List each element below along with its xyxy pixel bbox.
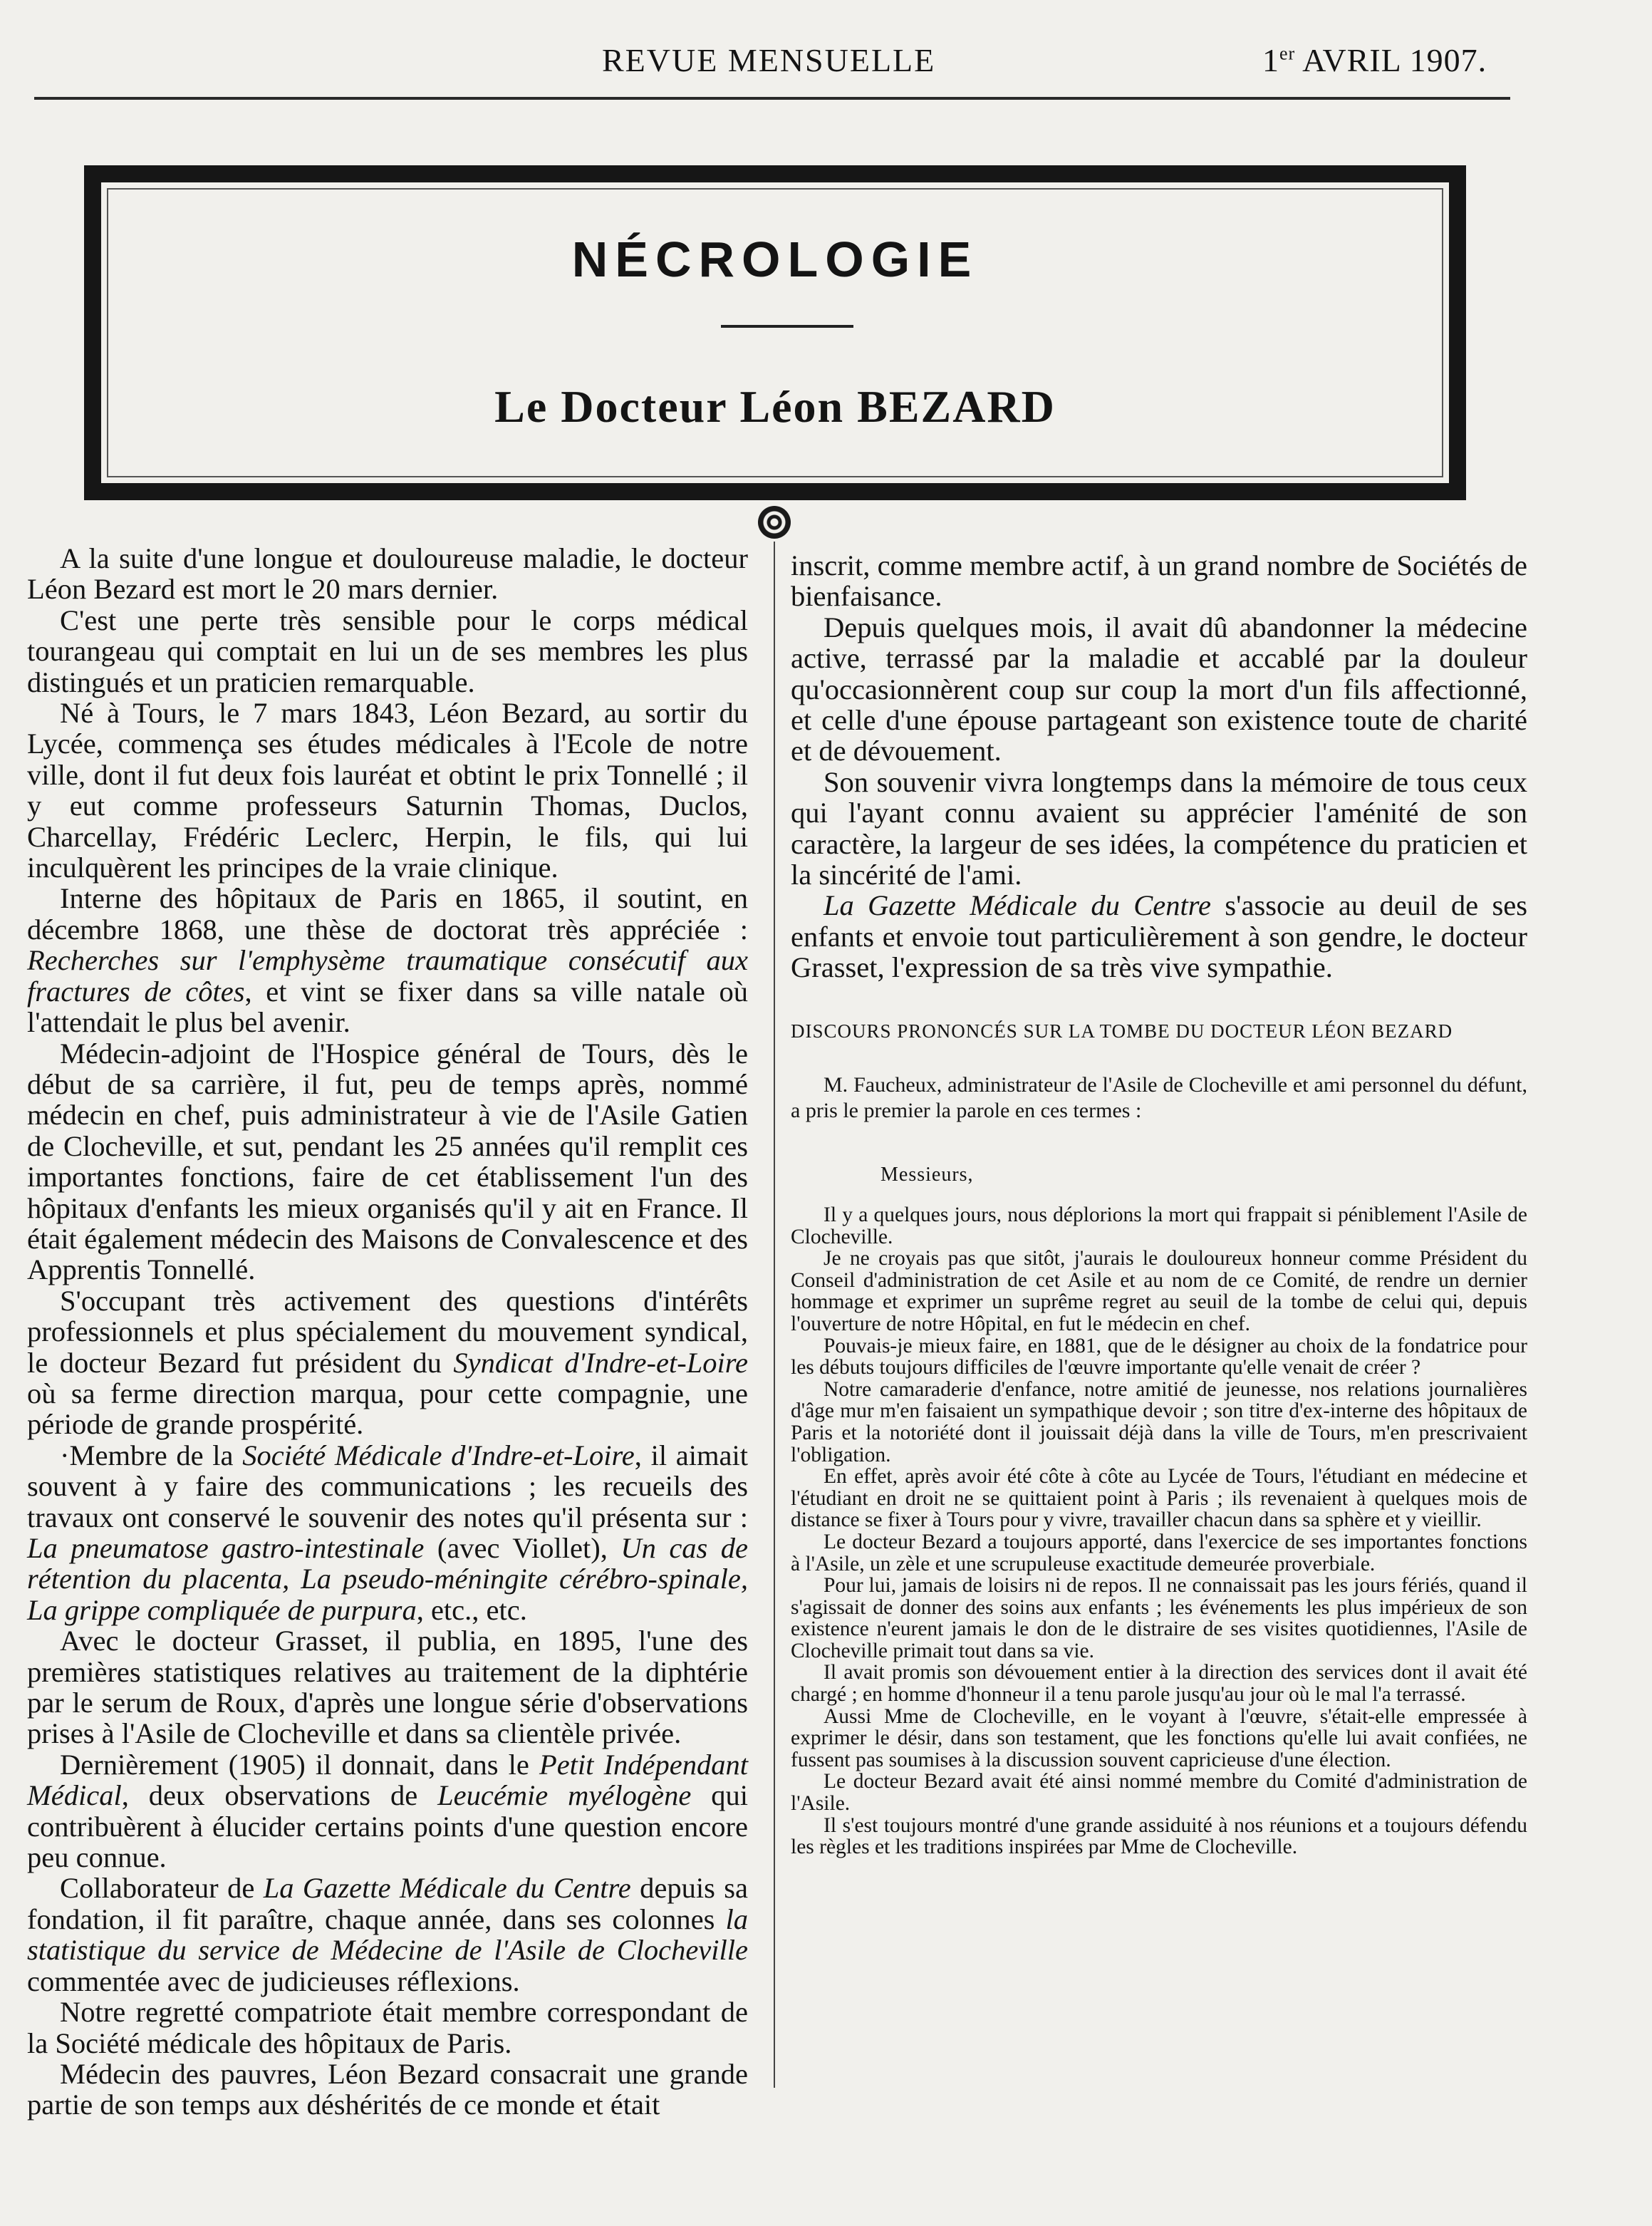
text-run: Collaborateur de	[60, 1872, 264, 1905]
text-run: , et vint se fixer dans sa ville natale où l'attendait le plus bel avenir.	[27, 975, 748, 1039]
speech-paragraph: Il y a quelques jours, nous déplorions la mort qui frappait si péniblement l'Asile de Clocheville.	[791, 1203, 1527, 1248]
issue-date-ordinal: er	[1279, 43, 1296, 64]
work-title: La pneumatose gastro-intestinale	[27, 1532, 425, 1564]
text-run: commentée avec de judicieuses réflexions.	[27, 1964, 520, 1997]
section-title: NÉCROLOGIE	[571, 232, 979, 287]
paragraph: Depuis quelques mois, il avait dû abandonner la médecine active, terrassé par la maladie et accablé par la douleur qu'occasionnèrent coup sur coup la mort d'un fils affectionné, et celle d'une épouse partageant son existence toute de charité et de dévouement.	[791, 611, 1527, 767]
text-run: s'associe au deuil de ses enfants et envoie tout particulièrement à son gendre, le docteur Grasset, l'expression de sa très vive sympathie.	[791, 889, 1527, 984]
syndicate-name: Syndicat d'Indre-et-Loire	[453, 1346, 748, 1379]
paragraph: Avec le docteur Grasset, il publia, en 1895, l'une des premières statistiques relatives au traitement de la diphtérie par le serum de Roux, d'après une longue série d'observations prises à l'Asile de Clocheville et dans sa clientèle privée.	[27, 1625, 748, 1750]
statistics-title: la statistique du service de Médecine de l'Asile de Clocheville	[27, 1903, 748, 1967]
paragraph	[27, 1873, 748, 1997]
speech-paragraph: Je ne croyais pas que sitôt, j'aurais le douloureux honneur comme Président du Conseil d'administration de cet Asile et au nom de ce Comité, de rendre un dernier hommage et exprimer un suprême regret au seuil de la tombe de celui qui, depuis l'ouverture de notre Hôpital, en fut le médecin en chef.	[791, 1247, 1527, 1335]
thesis-title: Recherches sur l'emphysème traumatique consécutif aux fractures de côtes	[27, 944, 748, 1008]
issue-date-day: 1	[1262, 42, 1279, 78]
text-run: Dernièrement (1905) il donnait, dans le	[60, 1748, 539, 1781]
journal-name: REVUE MENSUELLE	[602, 42, 936, 78]
paragraph	[791, 890, 1527, 983]
speech-paragraph: Pour lui, jamais de loisirs ni de repos. Il ne connaissait pas les jours fériés, quand il s'agissait de donner des soins aux enfants ; les événements les plus impérieux de son existence n'eurent jamais le don de le distraire de ses visites quotidiennes, l'Asile de Clocheville primait tout dans sa vie.	[791, 1574, 1527, 1662]
society-name: Société Médicale d'Indre-et-Loire	[242, 1439, 635, 1471]
speech-paragraph: Le docteur Bezard a toujours apporté, dans l'exercice de ses importantes fonctions à l'Asile, un zèle et une scrupuleuse exactitude demeurée proverbiale.	[791, 1530, 1527, 1575]
speech-salutation: Messieurs,	[880, 1164, 974, 1186]
text-run: , deux observations de	[121, 1779, 438, 1812]
speech-paragraph: Aussi Mme de Clocheville, en le voyant à l'œuvre, s'était-elle empressée à exprimer le désir, dans son testament, que les fonctions qu'elle lui avait confiées, ne fussent pas soumises à la discussion souvent capricieuse d'une élection.	[791, 1704, 1527, 1771]
speech-paragraph: En effet, après avoir été côte à côte au Lycée de Tours, l'étudiant en médecine et l'étudiant en droit ne se quittaient point à Paris ; ils revenaient à quelques mois de distance se fixer à Tours pour y vivre, travailler chacun dans sa sphère et y vieillir.	[791, 1465, 1527, 1532]
paragraph: A la suite d'une longue et douloureuse maladie, le docteur Léon Bezard est mort le 20 mars dernier.	[27, 542, 748, 606]
paragraph: Notre regretté compatriote était membre correspondant de la Société médicale des hôpitaux de Paris.	[27, 1996, 748, 2059]
right-column	[791, 550, 1527, 983]
text-run: S'occupant très activement des questions d'intérêts professionnels et plus spécialement du mouvement syndical, le docteur Bezard fut président du	[27, 1284, 748, 1379]
paragraph	[27, 1440, 748, 1625]
paragraph: Né à Tours, le 7 mars 1843, Léon Bezard, au sortir du Lycée, commença ses études médicales à l'Ecole de notre ville, dont il fut deux fois lauréat et obtint le prix Tonnellé ; il y eut comme professeurs Saturnin Thomas, Duclos, Charcellay, Frédéric Leclerc, Herpin, le fils, qui lui inculquèrent les principes de la vraie clinique.	[27, 697, 748, 884]
speech-paragraph: Le docteur Bezard avait été ainsi nommé membre du Comité d'administration de l'Asile.	[791, 1770, 1527, 1816]
text-run: (avec Viollet),	[424, 1532, 621, 1564]
work-titles: Un cas de rétention du placenta, La pseudo-méningite cérébro-spinale, La grippe compliquée de purpura	[27, 1532, 748, 1626]
column-rule	[774, 542, 775, 2088]
title-dash	[721, 325, 853, 328]
paragraph	[27, 1749, 748, 1873]
header-rule	[34, 97, 1510, 100]
title-frame	[84, 165, 1466, 500]
discourses-intro: M. Faucheux, administrateur de l'Asile de Clocheville et ami personnel du défunt, a pris le premier la parole en ces termes :	[791, 1073, 1527, 1122]
speech-paragraph: Il s'est toujours montré d'une grande assiduité à nos réunions et a toujours défendu les règles et les traditions inspirées par Mme de Clocheville.	[791, 1813, 1527, 1859]
journal-title: Petit Indépendant Médical	[27, 1748, 748, 1812]
paragraph: Son souvenir vivra longtemps dans la mémoire de tous ceux qui l'ayant connu avaient su apprécier l'aménité de son caractère, la largeur de ses idées, la compétence du praticien et la sincérité de l'ami.	[791, 765, 1527, 891]
gazette-title: La Gazette Médicale du Centre	[263, 1872, 631, 1905]
speech-paragraph: Il avait promis son dévouement entier à la direction des services dont il avait été chargé ; en homme d'honneur il a tenu parole jusqu'au jour où le mal l'a terrassé.	[791, 1661, 1527, 1707]
text-run: Interne des hôpitaux de Paris en 1865, il soutint, en décembre 1868, une thèse de doctorat très appréciée :	[27, 882, 748, 946]
speech-text	[791, 1204, 1527, 1858]
text-run: , il aimait souvent à y faire des communications ; les recueils des travaux ont conservé le souvenir des notes qu'il présenta sur :	[27, 1439, 748, 1533]
text-run: ·Membre de la	[60, 1439, 243, 1471]
speech-paragraph: Notre camaraderie d'enfance, notre amitié de jeunesse, nos relations journalières d'âge mur m'en faisaient un sympathique devoir ; son titre d'ex-interne des hôpitaux de Paris et la notoriété dont il jouissait déjà dans la ville de Tours, m'en prescrivaient l'obligation.	[791, 1377, 1527, 1466]
text-run: qui contribuèrent à élucider certains points d'une question encore peu connue.	[27, 1779, 748, 1874]
issue-date-month-year: AVRIL 1907.	[1295, 42, 1487, 78]
text-run: depuis sa fondation, il fit paraître, chaque année, dans ses colonnes	[27, 1872, 748, 1935]
speech-paragraph: Pouvais-je mieux faire, en 1881, que de le désigner au choix de la fondatrice pour les débuts toujours difficiles de l'œuvre importante qu'elle venait de créer ?	[791, 1334, 1527, 1379]
left-column	[27, 543, 748, 2121]
issue-date	[1262, 41, 1487, 79]
paragraph: inscrit, comme membre actif, à un grand nombre de Sociétés de bienfaisance.	[791, 549, 1527, 613]
disease-name: Leucémie myélogène	[437, 1779, 692, 1812]
paragraph: Médecin-adjoint de l'Hospice général de Tours, dès le début de sa carrière, il fut, peu de temps après, nommé médecin en chef, puis administrateur à vie de l'Asile Gatien de Clocheville, et sut, pendant les 25 années qu'il remplit ces importantes fonctions, faire de cet établissement l'un des hôpitaux d'enfants les mieux organisés qu'il y ait en France. Il était également médecin des Maisons de Convalescence et des Apprentis Tonnellé.	[27, 1037, 748, 1286]
text-run: , etc., etc.	[416, 1593, 527, 1626]
running-head	[0, 41, 1652, 91]
paragraph: C'est une perte très sensible pour le corps médical tourangeau qui comptait en lui un de ses membres les plus distingués et un praticien remarquable.	[27, 604, 748, 698]
paragraph	[27, 1285, 748, 1440]
paragraph	[27, 883, 748, 1037]
gazette-title: La Gazette Médicale du Centre	[824, 889, 1212, 922]
ornament-fleuron	[758, 506, 791, 539]
discourses-heading: DISCOURS PRONONCÉS SUR LA TOMBE DU DOCTEUR LÉON BEZARD	[791, 1020, 1453, 1042]
text-run: où sa ferme direction marqua, pour cette compagnie, une période de grande prospérité.	[27, 1377, 748, 1441]
paragraph: Médecin des pauvres, Léon Bezard consacrait une grande partie de son temps aux déshérités de ce monde et était	[27, 2057, 748, 2121]
obituary-subject-title: Le Docteur Léon BEZARD	[494, 381, 1056, 432]
